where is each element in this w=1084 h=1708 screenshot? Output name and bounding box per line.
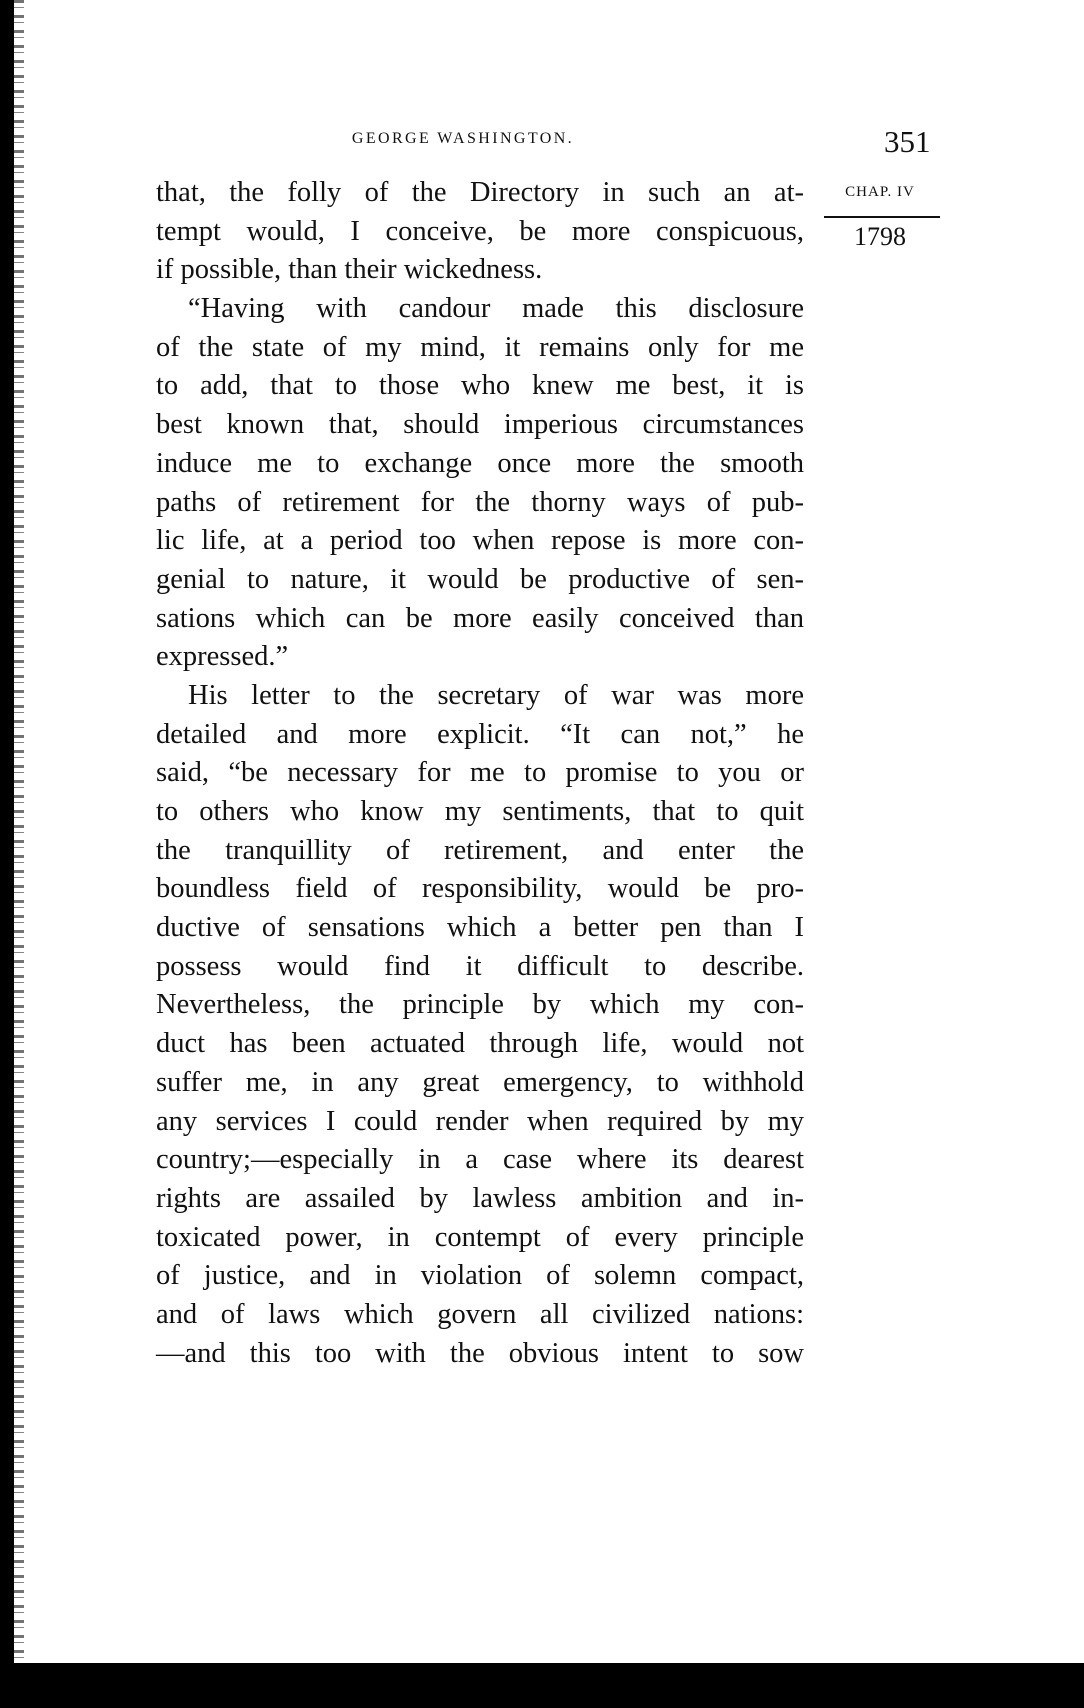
text-line: sations which can be more easily conceived than xyxy=(156,602,804,634)
text-line: if possible, than their wickedness. xyxy=(156,254,543,286)
text-line: His letter to the secretary of war was more xyxy=(188,679,804,711)
text-line: tempt would, I conceive, be more conspicuous, xyxy=(156,215,804,247)
text-line: induce me to exchange once more the smooth xyxy=(156,447,804,479)
text-line: detailed and more explicit. “It can not,” he xyxy=(156,718,804,750)
text-line: expressed.” xyxy=(156,641,289,673)
page-binding-edge xyxy=(0,0,14,1708)
text-line: country;—especially in a case where its dearest xyxy=(156,1144,804,1176)
scan-edge-noise xyxy=(14,0,24,1708)
text-line: ductive of sensations which a better pen than I xyxy=(156,912,804,944)
text-line: paths of retirement for the thorny ways of pub- xyxy=(156,486,804,518)
text-line: of the state of my mind, it remains only for me xyxy=(156,331,804,363)
margin-rule xyxy=(824,216,940,218)
page-number: 351 xyxy=(884,124,931,159)
running-head: GEORGE WASHINGTON. xyxy=(351,130,575,147)
text-line: of justice, and in violation of solemn compact, xyxy=(156,1260,804,1292)
margin-year: 1798 xyxy=(854,222,906,251)
text-line: toxicated power, in contempt of every principle xyxy=(156,1221,804,1253)
text-line: that, the folly of the Directory in such an at- xyxy=(156,177,804,208)
text-line: —and this too with the obvious intent to sow xyxy=(156,1337,804,1369)
text-line: to others who know my sentiments, that to quit xyxy=(156,796,804,827)
text-line: said, “be necessary for me to promise to you or xyxy=(156,757,804,789)
text-line: any services I could render when required by my xyxy=(156,1105,804,1137)
scan-bottom-border xyxy=(0,1663,1084,1708)
text-line: the tranquillity of retirement, and enter the xyxy=(156,834,804,866)
text-line: genial to nature, it would be productive of sen- xyxy=(156,563,804,595)
text-line: rights are assailed by lawless ambition and in- xyxy=(156,1182,804,1214)
text-line: boundless field of responsibility, would be pro- xyxy=(156,873,804,905)
text-line: “Having with candour made this disclosure xyxy=(188,293,804,325)
text-line: and of laws which govern all civilized nations: xyxy=(156,1298,804,1330)
body-text xyxy=(156,174,804,1373)
text-line: duct has been actuated through life, would not xyxy=(156,1028,804,1060)
text-line: lic life, at a period too when repose is more con- xyxy=(156,525,804,557)
text-line: Nevertheless, the principle by which my con- xyxy=(156,989,804,1021)
text-line: to add, that to those who knew me best, it is xyxy=(156,370,804,402)
text-line: possess would find it difficult to describe. xyxy=(156,950,804,982)
margin-chapter: CHAP. IV xyxy=(845,184,915,200)
text-line: suffer me, in any great emergency, to withhold xyxy=(156,1066,804,1098)
text-line: best known that, should imperious circumstances xyxy=(156,409,804,441)
